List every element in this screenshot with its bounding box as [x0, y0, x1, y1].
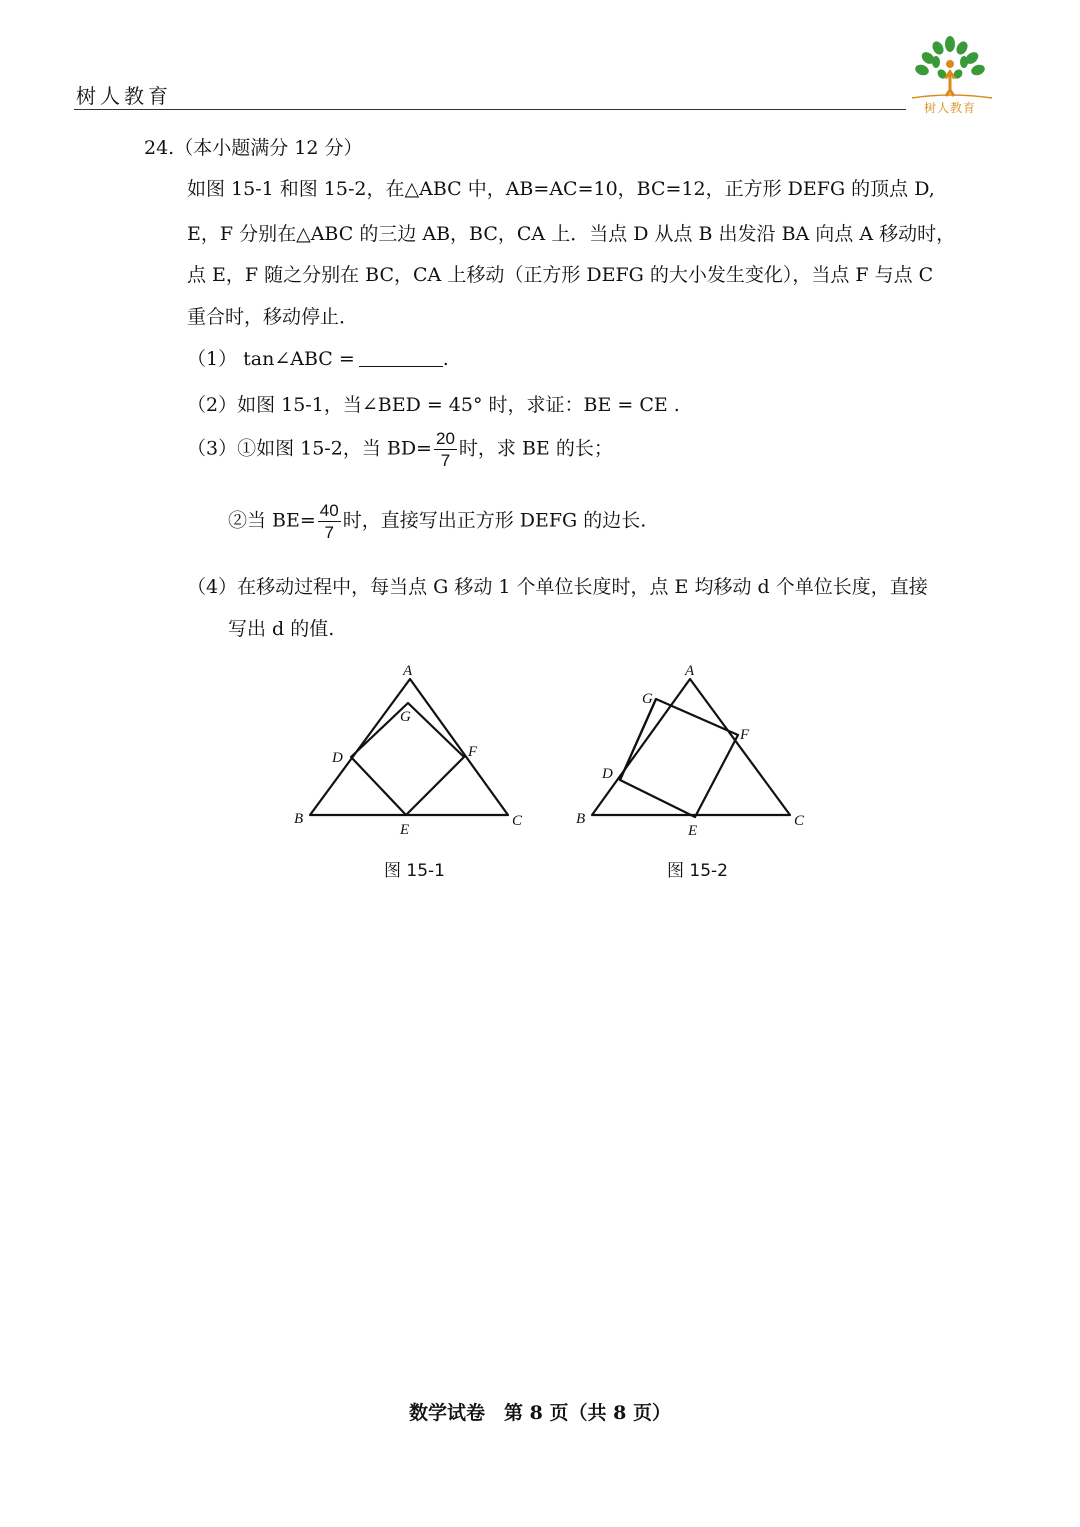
- stem-line-2: E，F 分别在△ABC 的三边 AB，BC，CA 上．当点 D 从点 B 出发沿 BA 向点 A 移动时，: [187, 223, 956, 245]
- label-f: F: [740, 727, 750, 743]
- label-b: B: [294, 811, 304, 827]
- part-3a-prefix: ①如图 15-2，当 BD=: [237, 437, 432, 460]
- part-1-label: （1）: [187, 348, 238, 370]
- square-defg: [620, 699, 738, 817]
- page-footer: 数学试卷 第 8 页（共 8 页）: [409, 1402, 671, 1424]
- header-rule: [74, 109, 906, 110]
- stem-line-4: 重合时，移动停止．: [187, 306, 359, 328]
- part-4-text-1: 在移动过程中，每当点 G 移动 1 个单位长度时，点 E 均移动 d 个单位长度，直接: [237, 576, 928, 598]
- part-4-line-2: 写出 d 的值.: [228, 618, 335, 640]
- answer-blank[interactable]: [359, 366, 443, 367]
- part-2: [187, 390, 680, 417]
- part-4-label: （4）: [187, 576, 238, 598]
- fraction-denominator: 7: [324, 523, 334, 542]
- label-a: A: [685, 663, 695, 679]
- label-c: C: [794, 813, 805, 829]
- triangle-abc: [310, 679, 508, 815]
- label-d: D: [602, 766, 613, 782]
- part-3a: [187, 430, 613, 469]
- fraction-numerator: 20: [435, 429, 455, 448]
- segment-dg: [620, 699, 656, 780]
- label-c: C: [512, 813, 523, 829]
- part-4-line-1: [187, 572, 928, 599]
- part-3b: [228, 502, 646, 541]
- part-3a-suffix: 时，求 BE 的长；: [458, 437, 613, 460]
- label-d: D: [332, 750, 343, 766]
- caption-15-2: 图 15-2: [667, 861, 728, 881]
- label-g: G: [400, 709, 411, 725]
- part-2-text: 如图 15-1，当∠BED = 45° 时，求证：BE = CE .: [237, 394, 680, 416]
- stem-line-1: 如图 15-1 和图 15-2，在△ABC 中，AB=AC=10，BC=12，正方形 DEFG 的顶点 D,: [187, 178, 935, 200]
- question-heading: [144, 133, 362, 160]
- fraction-numerator: 40: [319, 501, 339, 520]
- label-a: A: [403, 663, 413, 679]
- label-g: G: [642, 691, 653, 707]
- caption-15-1: 图 15-1: [384, 861, 445, 881]
- header-brand: 树人教育: [76, 84, 172, 108]
- part-2-label: （2）: [187, 394, 238, 416]
- fraction-denominator: 7: [440, 451, 451, 470]
- label-f: F: [468, 744, 478, 760]
- stem-line-3: 点 E，F 随之分别在 BC，CA 上移动（正方形 DEFG 的大小发生变化），当点 F 与点 C: [187, 264, 934, 286]
- label-e: E: [400, 822, 410, 838]
- label-e: E: [688, 823, 698, 839]
- part-1: [187, 344, 449, 371]
- part-3b-suffix: 时，直接写出正方形 DEFG 的边长.: [342, 509, 647, 532]
- logo-text: 树人教育: [924, 101, 977, 115]
- question-number: 24.: [144, 137, 175, 159]
- triangle-abc: [592, 679, 790, 815]
- fraction-20-7: [434, 430, 457, 469]
- fraction-40-7: [318, 502, 341, 541]
- label-b: B: [576, 811, 586, 827]
- question-score-note: （本小题满分 12 分）: [174, 137, 363, 159]
- part-3b-prefix: ②当 BE=: [228, 509, 316, 532]
- part-3a-label: （3）: [187, 437, 238, 460]
- part-1-text: tan∠ABC =: [243, 348, 355, 370]
- figure-15-2: [568, 655, 828, 845]
- part-1-end: .: [442, 348, 449, 370]
- figure-15-1: [280, 655, 540, 845]
